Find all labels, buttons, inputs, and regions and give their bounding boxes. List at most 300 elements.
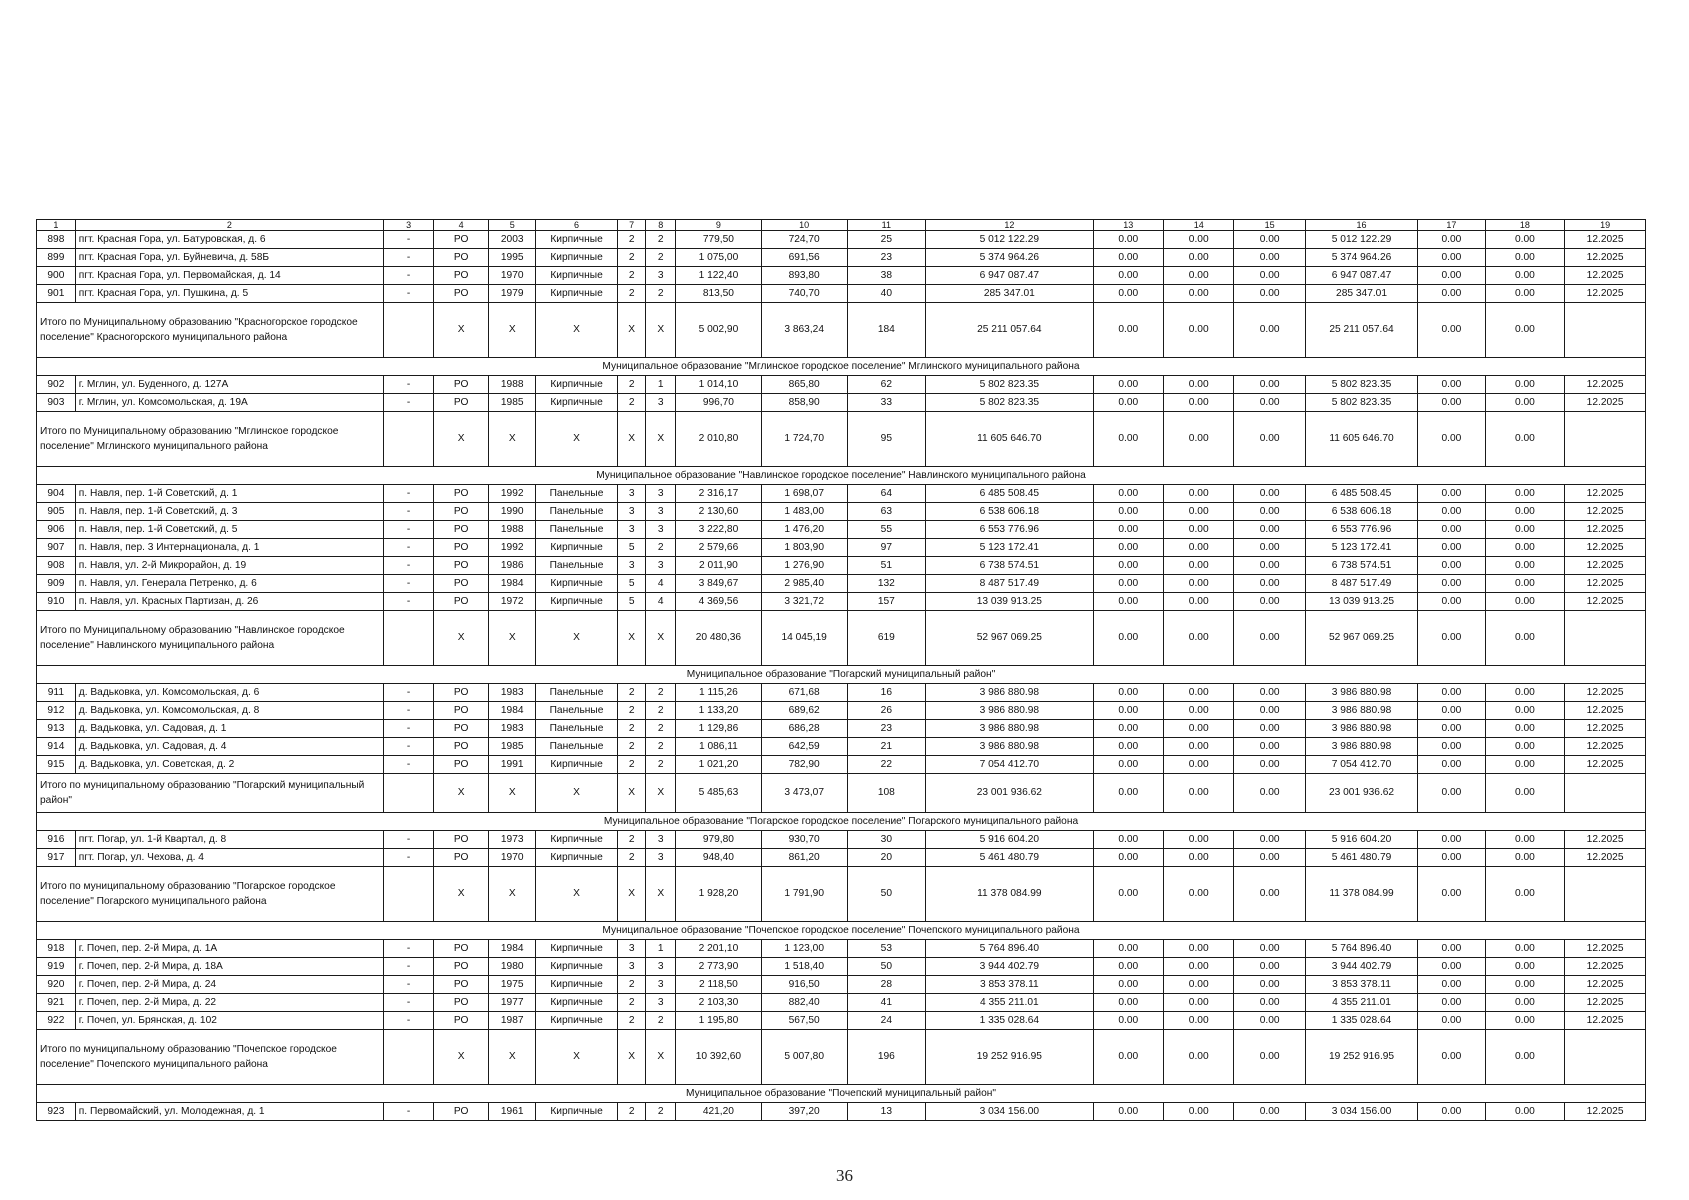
management-form-cell: РО [434,1103,489,1121]
subtotal-wall-material: X [536,303,618,358]
subtotal-wall-material: X [536,867,618,922]
building-row [37,503,1646,521]
cost-15-cell: 0.00 [1234,521,1305,539]
cost-15-cell: 0.00 [1234,539,1305,557]
subtotal-label: Итого по Муниципальному образованию "Навлинское городское поселение" Навлинского муниципального района [37,611,384,666]
subtotal-living-area: 5 007,80 [761,1030,847,1085]
row-number-cell: 908 [37,557,76,575]
residents-cell: 13 [847,1103,926,1121]
management-form-cell: РО [434,593,489,611]
year-built-cell: 1987 [489,1012,536,1030]
cost-14-cell: 0.00 [1164,503,1234,521]
completion-date-cell: 12.2025 [1565,557,1646,575]
subtotal-cost-14: 0.00 [1164,303,1234,358]
floors-cell: 3 [617,940,646,958]
entrances-cell: 3 [646,503,676,521]
wall-material-cell: Кирпичные [536,376,618,394]
subtotal-cost-17: 0.00 [1418,774,1485,813]
residents-cell: 25 [847,231,926,249]
subtotal-row [37,1030,1646,1085]
subtotal-row [37,774,1646,813]
subtotal-management-form: X [434,412,489,467]
living-area-cell: 916,50 [761,976,847,994]
subtotal-col-3 [384,611,434,666]
cost-18-cell: 0.00 [1485,285,1565,303]
total-area-cell: 996,70 [676,394,762,412]
subtotal-residents: 184 [847,303,926,358]
col-3-cell: - [384,285,434,303]
col-3-cell: - [384,575,434,593]
total-area-cell: 1 014,10 [676,376,762,394]
living-area-cell: 671,68 [761,684,847,702]
completion-date-cell: 12.2025 [1565,521,1646,539]
year-built-cell: 1977 [489,994,536,1012]
cost-18-cell: 0.00 [1485,575,1565,593]
cost-15-cell: 0.00 [1234,831,1305,849]
subtotal-year-built: X [489,867,536,922]
cost-15-cell: 0.00 [1234,1103,1305,1121]
section-heading: Муниципальное образование "Навлинское городское поселение" Навлинского муниципального района [37,467,1646,485]
address-cell: г. Почеп, пер. 2-й Мира, д. 24 [75,976,383,994]
column-number: 1 [37,220,76,231]
residents-cell: 38 [847,267,926,285]
total-cost-cell: 6 947 087.47 [926,267,1093,285]
total-cost-cell: 6 553 776.96 [926,521,1093,539]
subtotal-cost-15: 0.00 [1234,303,1305,358]
column-number-row [37,220,1646,231]
floors-cell: 2 [617,849,646,867]
residents-cell: 26 [847,702,926,720]
row-number-cell: 905 [37,503,76,521]
section-heading-row [37,813,1646,831]
cost-18-cell: 0.00 [1485,593,1565,611]
cost-15-cell: 0.00 [1234,958,1305,976]
cost-17-cell: 0.00 [1418,394,1485,412]
cost-14-cell: 0.00 [1164,1103,1234,1121]
cost-13-cell: 0.00 [1093,702,1163,720]
floors-cell: 3 [617,521,646,539]
total-area-cell: 1 195,80 [676,1012,762,1030]
living-area-cell: 782,90 [761,756,847,774]
management-form-cell: РО [434,503,489,521]
cost-16-cell: 8 487 517.49 [1305,575,1417,593]
col-3-cell: - [384,849,434,867]
subtotal-label: Итого по муниципальному образованию "Почепское городское поселение" Почепского муниципального района [37,1030,384,1085]
col-3-cell: - [384,976,434,994]
col-3-cell: - [384,267,434,285]
year-built-cell: 1985 [489,738,536,756]
living-area-cell: 865,80 [761,376,847,394]
building-row [37,249,1646,267]
management-form-cell: РО [434,1012,489,1030]
floors-cell: 5 [617,539,646,557]
management-form-cell: РО [434,738,489,756]
floors-cell: 2 [617,702,646,720]
wall-material-cell: Панельные [536,503,618,521]
wall-material-cell: Кирпичные [536,849,618,867]
address-cell: пгт. Красная Гора, ул. Буйневича, д. 58Б [75,249,383,267]
subtotal-completion-date [1565,867,1646,922]
subtotal-cost-18: 0.00 [1485,412,1565,467]
cost-15-cell: 0.00 [1234,575,1305,593]
year-built-cell: 1986 [489,557,536,575]
cost-16-cell: 6 738 574.51 [1305,557,1417,575]
total-cost-cell: 5 461 480.79 [926,849,1093,867]
subtotal-year-built: X [489,1030,536,1085]
cost-16-cell: 5 802 823.35 [1305,376,1417,394]
cost-14-cell: 0.00 [1164,557,1234,575]
subtotal-management-form: X [434,303,489,358]
cost-13-cell: 0.00 [1093,267,1163,285]
subtotal-cost-15: 0.00 [1234,611,1305,666]
floors-cell: 3 [617,485,646,503]
total-area-cell: 421,20 [676,1103,762,1121]
building-row [37,958,1646,976]
building-row [37,593,1646,611]
management-form-cell: РО [434,940,489,958]
cost-13-cell: 0.00 [1093,285,1163,303]
living-area-cell: 3 321,72 [761,593,847,611]
cost-15-cell: 0.00 [1234,976,1305,994]
subtotal-year-built: X [489,303,536,358]
cost-13-cell: 0.00 [1093,976,1163,994]
wall-material-cell: Кирпичные [536,231,618,249]
completion-date-cell: 12.2025 [1565,720,1646,738]
living-area-cell: 1 276,90 [761,557,847,575]
building-row [37,940,1646,958]
subtotal-cost-18: 0.00 [1485,774,1565,813]
wall-material-cell: Кирпичные [536,285,618,303]
residents-cell: 63 [847,503,926,521]
column-number: 9 [676,220,762,231]
subtotal-residents: 196 [847,1030,926,1085]
entrances-cell: 3 [646,994,676,1012]
floors-cell: 2 [617,831,646,849]
cost-17-cell: 0.00 [1418,994,1485,1012]
residents-cell: 62 [847,376,926,394]
cost-13-cell: 0.00 [1093,539,1163,557]
subtotal-cost-17: 0.00 [1418,412,1485,467]
living-area-cell: 740,70 [761,285,847,303]
completion-date-cell: 12.2025 [1565,940,1646,958]
year-built-cell: 1992 [489,485,536,503]
subtotal-total-area: 2 010,80 [676,412,762,467]
address-cell: д. Вадьковка, ул. Садовая, д. 4 [75,738,383,756]
cost-16-cell: 6 553 776.96 [1305,521,1417,539]
cost-17-cell: 0.00 [1418,684,1485,702]
total-cost-cell: 1 335 028.64 [926,1012,1093,1030]
row-number-cell: 899 [37,249,76,267]
management-form-cell: РО [434,521,489,539]
subtotal-cost-15: 0.00 [1234,774,1305,813]
column-number: 15 [1234,220,1305,231]
floors-cell: 2 [617,976,646,994]
subtotal-total-cost: 11 605 646.70 [926,412,1093,467]
address-cell: пгт. Погар, ул. 1-й Квартал, д. 8 [75,831,383,849]
year-built-cell: 1970 [489,849,536,867]
cost-15-cell: 0.00 [1234,285,1305,303]
cost-16-cell: 3 986 880.98 [1305,738,1417,756]
cost-16-cell: 4 355 211.01 [1305,994,1417,1012]
subtotal-entrances: X [646,303,676,358]
wall-material-cell: Кирпичные [536,249,618,267]
subtotal-row [37,867,1646,922]
col-3-cell: - [384,756,434,774]
col-3-cell: - [384,738,434,756]
living-area-cell: 686,28 [761,720,847,738]
year-built-cell: 1992 [489,539,536,557]
cost-14-cell: 0.00 [1164,756,1234,774]
cost-15-cell: 0.00 [1234,684,1305,702]
subtotal-cost-13: 0.00 [1093,1030,1163,1085]
subtotal-col-3 [384,774,434,813]
cost-17-cell: 0.00 [1418,849,1485,867]
column-number: 8 [646,220,676,231]
address-cell: д. Вадьковка, ул. Садовая, д. 1 [75,720,383,738]
cost-13-cell: 0.00 [1093,593,1163,611]
total-cost-cell: 3 944 402.79 [926,958,1093,976]
wall-material-cell: Кирпичные [536,1103,618,1121]
subtotal-residents: 619 [847,611,926,666]
total-cost-cell: 3 986 880.98 [926,720,1093,738]
cost-16-cell: 5 764 896.40 [1305,940,1417,958]
year-built-cell: 1961 [489,1103,536,1121]
floors-cell: 2 [617,231,646,249]
year-built-cell: 1972 [489,593,536,611]
building-row [37,1103,1646,1121]
floors-cell: 5 [617,575,646,593]
column-number: 10 [761,220,847,231]
living-area-cell: 861,20 [761,849,847,867]
address-cell: д. Вадьковка, ул. Комсомольская, д. 6 [75,684,383,702]
cost-18-cell: 0.00 [1485,376,1565,394]
wall-material-cell: Кирпичные [536,394,618,412]
col-3-cell: - [384,231,434,249]
cost-16-cell: 3 986 880.98 [1305,720,1417,738]
address-cell: пгт. Красная Гора, ул. Первомайская, д. 14 [75,267,383,285]
row-number-cell: 919 [37,958,76,976]
wall-material-cell: Кирпичные [536,756,618,774]
year-built-cell: 1984 [489,575,536,593]
row-number-cell: 915 [37,756,76,774]
cost-16-cell: 6 485 508.45 [1305,485,1417,503]
management-form-cell: РО [434,720,489,738]
col-3-cell: - [384,994,434,1012]
subtotal-completion-date [1565,1030,1646,1085]
total-area-cell: 3 849,67 [676,575,762,593]
building-row [37,1012,1646,1030]
completion-date-cell: 12.2025 [1565,394,1646,412]
cost-16-cell: 5 374 964.26 [1305,249,1417,267]
row-number-cell: 909 [37,575,76,593]
cost-13-cell: 0.00 [1093,376,1163,394]
subtotal-year-built: X [489,412,536,467]
year-built-cell: 1995 [489,249,536,267]
cost-18-cell: 0.00 [1485,394,1565,412]
subtotal-cost-15: 0.00 [1234,412,1305,467]
subtotal-total-area: 5 485,63 [676,774,762,813]
year-built-cell: 1984 [489,702,536,720]
cost-18-cell: 0.00 [1485,849,1565,867]
building-row [37,738,1646,756]
residents-cell: 157 [847,593,926,611]
building-row [37,485,1646,503]
subtotal-floors: X [617,867,646,922]
address-cell: г. Почеп, пер. 2-й Мира, д. 1А [75,940,383,958]
subtotal-wall-material: X [536,412,618,467]
entrances-cell: 2 [646,285,676,303]
cost-14-cell: 0.00 [1164,593,1234,611]
entrances-cell: 3 [646,521,676,539]
subtotal-cost-13: 0.00 [1093,867,1163,922]
cost-17-cell: 0.00 [1418,231,1485,249]
cost-17-cell: 0.00 [1418,702,1485,720]
completion-date-cell: 12.2025 [1565,539,1646,557]
residents-cell: 50 [847,958,926,976]
entrances-cell: 3 [646,958,676,976]
floors-cell: 2 [617,738,646,756]
subtotal-cost-13: 0.00 [1093,611,1163,666]
floors-cell: 2 [617,1012,646,1030]
address-cell: пгт. Красная Гора, ул. Батуровская, д. 6 [75,231,383,249]
section-heading: Муниципальное образование "Почепский муниципальный район" [37,1085,1646,1103]
subtotal-management-form: X [434,867,489,922]
total-cost-cell: 5 764 896.40 [926,940,1093,958]
subtotal-cost-15: 0.00 [1234,867,1305,922]
year-built-cell: 1979 [489,285,536,303]
column-number: 12 [926,220,1093,231]
cost-15-cell: 0.00 [1234,267,1305,285]
cost-17-cell: 0.00 [1418,249,1485,267]
cost-13-cell: 0.00 [1093,1012,1163,1030]
cost-15-cell: 0.00 [1234,249,1305,267]
building-row [37,539,1646,557]
section-heading: Муниципальное образование "Погарский муниципальный район" [37,666,1646,684]
cost-17-cell: 0.00 [1418,575,1485,593]
wall-material-cell: Панельные [536,720,618,738]
building-row [37,521,1646,539]
col-3-cell: - [384,593,434,611]
row-number-cell: 907 [37,539,76,557]
address-cell: г. Мглин, ул. Комсомольская, д. 19А [75,394,383,412]
cost-18-cell: 0.00 [1485,503,1565,521]
total-area-cell: 1 122,40 [676,267,762,285]
entrances-cell: 2 [646,756,676,774]
total-area-cell: 1 086,11 [676,738,762,756]
subtotal-col-3 [384,303,434,358]
entrances-cell: 2 [646,539,676,557]
wall-material-cell: Кирпичные [536,831,618,849]
cost-17-cell: 0.00 [1418,831,1485,849]
total-cost-cell: 3 853 378.11 [926,976,1093,994]
address-cell: п. Навля, ул. Генерала Петренко, д. 6 [75,575,383,593]
col-3-cell: - [384,503,434,521]
cost-14-cell: 0.00 [1164,376,1234,394]
residents-cell: 20 [847,849,926,867]
cost-14-cell: 0.00 [1164,539,1234,557]
management-form-cell: РО [434,485,489,503]
wall-material-cell: Кирпичные [536,267,618,285]
col-3-cell: - [384,249,434,267]
subtotal-cost-18: 0.00 [1485,1030,1565,1085]
living-area-cell: 930,70 [761,831,847,849]
subtotal-total-area: 20 480,36 [676,611,762,666]
entrances-cell: 2 [646,249,676,267]
cost-18-cell: 0.00 [1485,684,1565,702]
subtotal-wall-material: X [536,1030,618,1085]
subtotal-floors: X [617,1030,646,1085]
total-area-cell: 948,40 [676,849,762,867]
management-form-cell: РО [434,831,489,849]
year-built-cell: 1975 [489,976,536,994]
living-area-cell: 1 518,40 [761,958,847,976]
page-number: 36 [836,1166,853,1185]
living-area-cell: 642,59 [761,738,847,756]
wall-material-cell: Кирпичные [536,593,618,611]
residents-cell: 21 [847,738,926,756]
wall-material-cell: Панельные [536,702,618,720]
year-built-cell: 1988 [489,521,536,539]
cost-17-cell: 0.00 [1418,756,1485,774]
subtotal-cost-13: 0.00 [1093,412,1163,467]
cost-17-cell: 0.00 [1418,267,1485,285]
total-cost-cell: 7 054 412.70 [926,756,1093,774]
cost-18-cell: 0.00 [1485,521,1565,539]
row-number-cell: 920 [37,976,76,994]
subtotal-cost-17: 0.00 [1418,303,1485,358]
cost-18-cell: 0.00 [1485,756,1565,774]
column-number: 19 [1565,220,1646,231]
subtotal-completion-date [1565,774,1646,813]
wall-material-cell: Панельные [536,485,618,503]
wall-material-cell: Кирпичные [536,976,618,994]
residents-cell: 53 [847,940,926,958]
year-built-cell: 2003 [489,231,536,249]
cost-16-cell: 13 039 913.25 [1305,593,1417,611]
completion-date-cell: 12.2025 [1565,994,1646,1012]
subtotal-cost-14: 0.00 [1164,1030,1234,1085]
subtotal-total-area: 5 002,90 [676,303,762,358]
cost-18-cell: 0.00 [1485,702,1565,720]
subtotal-cost-14: 0.00 [1164,412,1234,467]
housing-register-table [36,219,1646,1121]
row-number-cell: 921 [37,994,76,1012]
address-cell: г. Почеп, пер. 2-й Мира, д. 18А [75,958,383,976]
total-area-cell: 2 201,10 [676,940,762,958]
subtotal-management-form: X [434,1030,489,1085]
address-cell: п. Навля, ул. Красных Партизан, д. 26 [75,593,383,611]
cost-14-cell: 0.00 [1164,267,1234,285]
row-number-cell: 923 [37,1103,76,1121]
cost-18-cell: 0.00 [1485,267,1565,285]
cost-14-cell: 0.00 [1164,231,1234,249]
wall-material-cell: Кирпичные [536,539,618,557]
cost-13-cell: 0.00 [1093,831,1163,849]
living-area-cell: 858,90 [761,394,847,412]
row-number-cell: 898 [37,231,76,249]
cost-14-cell: 0.00 [1164,958,1234,976]
subtotal-total-area: 1 928,20 [676,867,762,922]
cost-16-cell: 3 944 402.79 [1305,958,1417,976]
cost-18-cell: 0.00 [1485,738,1565,756]
cost-13-cell: 0.00 [1093,720,1163,738]
year-built-cell: 1980 [489,958,536,976]
residents-cell: 16 [847,684,926,702]
address-cell: д. Вадьковка, ул. Комсомольская, д. 8 [75,702,383,720]
cost-14-cell: 0.00 [1164,994,1234,1012]
cost-14-cell: 0.00 [1164,738,1234,756]
building-row [37,831,1646,849]
